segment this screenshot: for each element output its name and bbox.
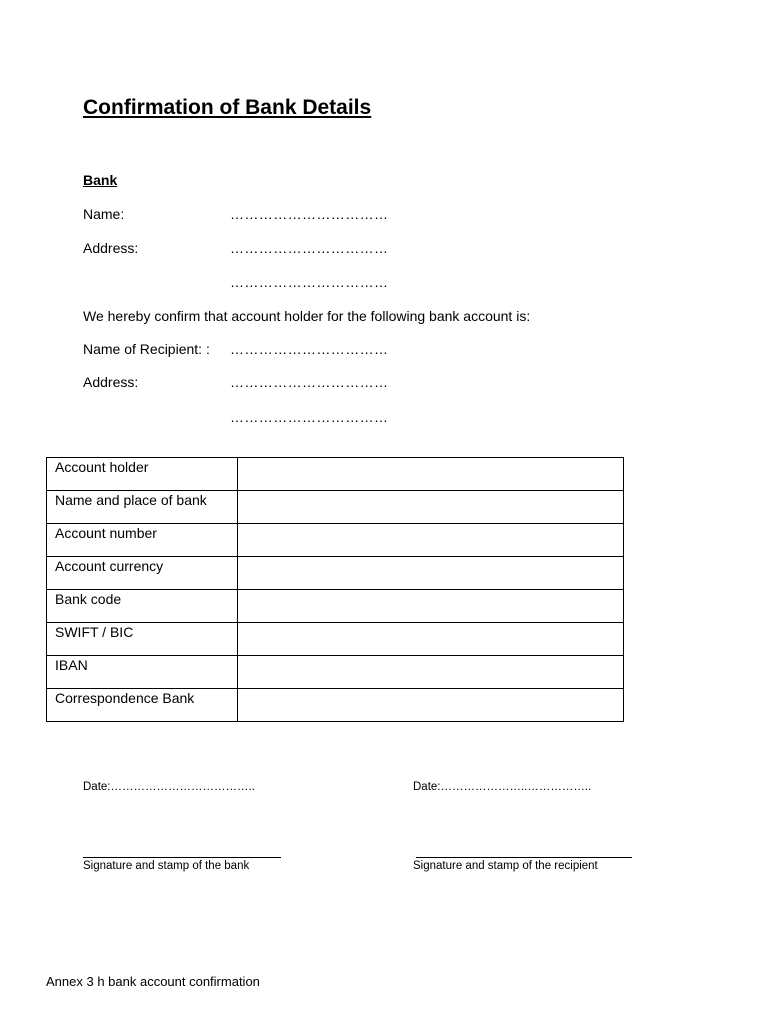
row-value-account-holder[interactable] [238,458,624,491]
recipient-name-field[interactable]: …………………………… [230,341,389,357]
recipient-date-field[interactable]: Date:…………………..…………….. [413,781,592,793]
account-details-table [46,457,624,722]
bank-address-label: Address: [83,240,139,256]
confirmation-statement: We hereby confirm that account holder for the following bank account is: [83,308,531,324]
bank-address-field-line1[interactable]: …………………………… [230,240,389,256]
row-value-account-number[interactable] [238,524,624,557]
table-row [47,491,624,524]
bank-name-label: Name: [83,206,125,222]
table-row [47,590,624,623]
bank-signature-line[interactable] [83,857,281,858]
table-row [47,458,624,491]
recipient-address-field-line1[interactable]: …………………………… [230,374,389,390]
recipient-signature-caption: Signature and stamp of the recipient [413,860,598,872]
bank-name-field[interactable]: …………………………… [230,206,389,222]
recipient-name-label: Name of Recipient: : [83,341,210,357]
row-value-account-currency[interactable] [238,557,624,590]
bank-date-field[interactable]: Date:……………………………….. [83,781,255,793]
table-row [47,689,624,722]
recipient-address-label: Address: [83,374,139,390]
row-label-account-holder: Account holder [47,458,238,491]
table-row [47,557,624,590]
row-label-bank-name-place: Name and place of bank [47,491,238,524]
row-label-swift-bic: SWIFT / BIC [47,623,238,656]
bank-address-field-line2[interactable]: …………………………… [230,274,389,290]
row-value-iban[interactable] [238,656,624,689]
row-label-iban: IBAN [47,656,238,689]
footer-annex-label: Annex 3 h bank account confirmation [46,974,260,989]
bank-section-heading: Bank [83,172,118,188]
page-title: Confirmation of Bank Details [83,96,372,119]
row-label-account-number: Account number [47,524,238,557]
row-value-swift-bic[interactable] [238,623,624,656]
row-label-correspondence-bank: Correspondence Bank [47,689,238,722]
recipient-signature-line[interactable] [416,857,632,858]
bank-signature-caption: Signature and stamp of the bank [83,860,250,872]
table-row [47,623,624,656]
recipient-address-field-line2[interactable]: …………………………… [230,409,389,425]
row-value-bank-code[interactable] [238,590,624,623]
row-label-account-currency: Account currency [47,557,238,590]
row-value-bank-name-place[interactable] [238,491,624,524]
table-row [47,656,624,689]
table-row [47,524,624,557]
row-label-bank-code: Bank code [47,590,238,623]
row-value-correspondence-bank[interactable] [238,689,624,722]
